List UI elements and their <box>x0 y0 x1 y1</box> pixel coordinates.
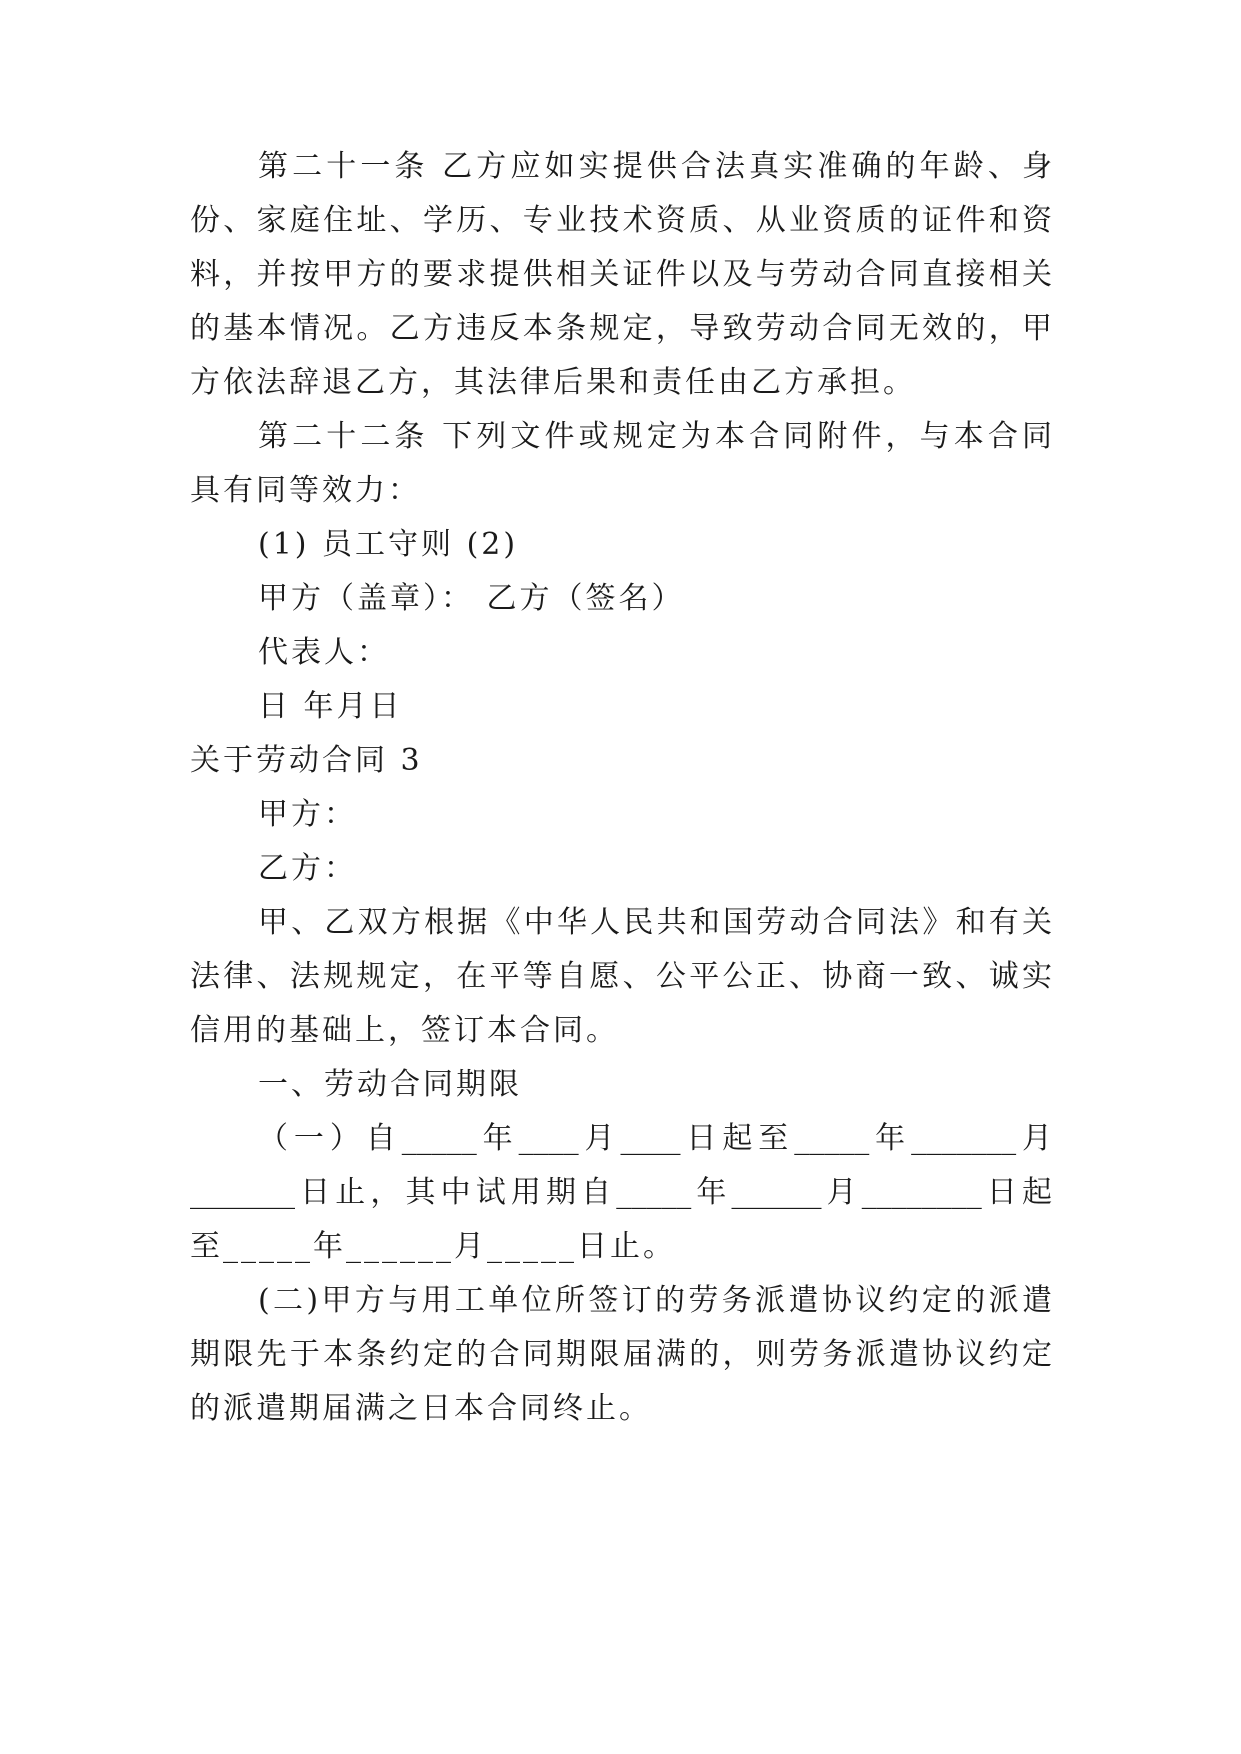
paragraph-line: 第二十一条 乙方应如实提供合法真实准确的年龄、身 <box>258 149 1052 184</box>
paragraph-line: 的派遣期届满之日本合同终止。 <box>190 1391 652 1426</box>
date-line: 日 年月日 <box>258 689 403 724</box>
paragraph-line: 法律、法规规定，在平等自愿、公平公正、协商一致、诚实 <box>190 959 1052 994</box>
paragraph-line: 料，并按甲方的要求提供相关证件以及与劳动合同直接相关 <box>190 257 1052 292</box>
paragraph-line: 甲、乙双方根据《中华人民共和国劳动合同法》和有关 <box>258 905 1052 940</box>
clause-heading: 一、劳动合同期限 <box>258 1067 522 1102</box>
signature-line: 甲方（盖章）： 乙方（签名） <box>258 581 685 616</box>
paragraph-line: 方依法辞退乙方，其法律后果和责任由乙方承担。 <box>190 365 916 400</box>
section-title: 关于劳动合同 3 <box>190 743 423 778</box>
paragraph-line: 期限先于本条约定的合同期限届满的，则劳务派遣协议约定 <box>190 1337 1052 1372</box>
party-b-line: 乙方： <box>258 851 357 886</box>
paragraph-line: 至_____年______月_____日止。 <box>190 1229 676 1264</box>
attachment-list: (1) 员工守则 (2) <box>258 527 519 562</box>
representative-line: 代表人： <box>258 635 390 670</box>
paragraph-line: _______日止，其中试用期自_____年______月________日起 <box>190 1175 1052 1210</box>
party-a-line: 甲方： <box>258 797 357 832</box>
paragraph-line: 的基本情况。乙方违反本条规定，导致劳动合同无效的，甲 <box>190 311 1052 346</box>
paragraph-line: （一）自_____年____月____日起至_____年_______月 <box>258 1121 1052 1156</box>
paragraph-line: 具有同等效力： <box>190 473 421 508</box>
paragraph-line: (二)甲方与用工单位所签订的劳务派遣协议约定的派遣 <box>258 1283 1052 1318</box>
paragraph-line: 份、家庭住址、学历、专业技术资质、从业资质的证件和资 <box>190 203 1052 238</box>
paragraph-line: 第二十二条 下列文件或规定为本合同附件，与本合同 <box>258 419 1052 454</box>
paragraph-line: 信用的基础上，签订本合同。 <box>190 1013 619 1048</box>
